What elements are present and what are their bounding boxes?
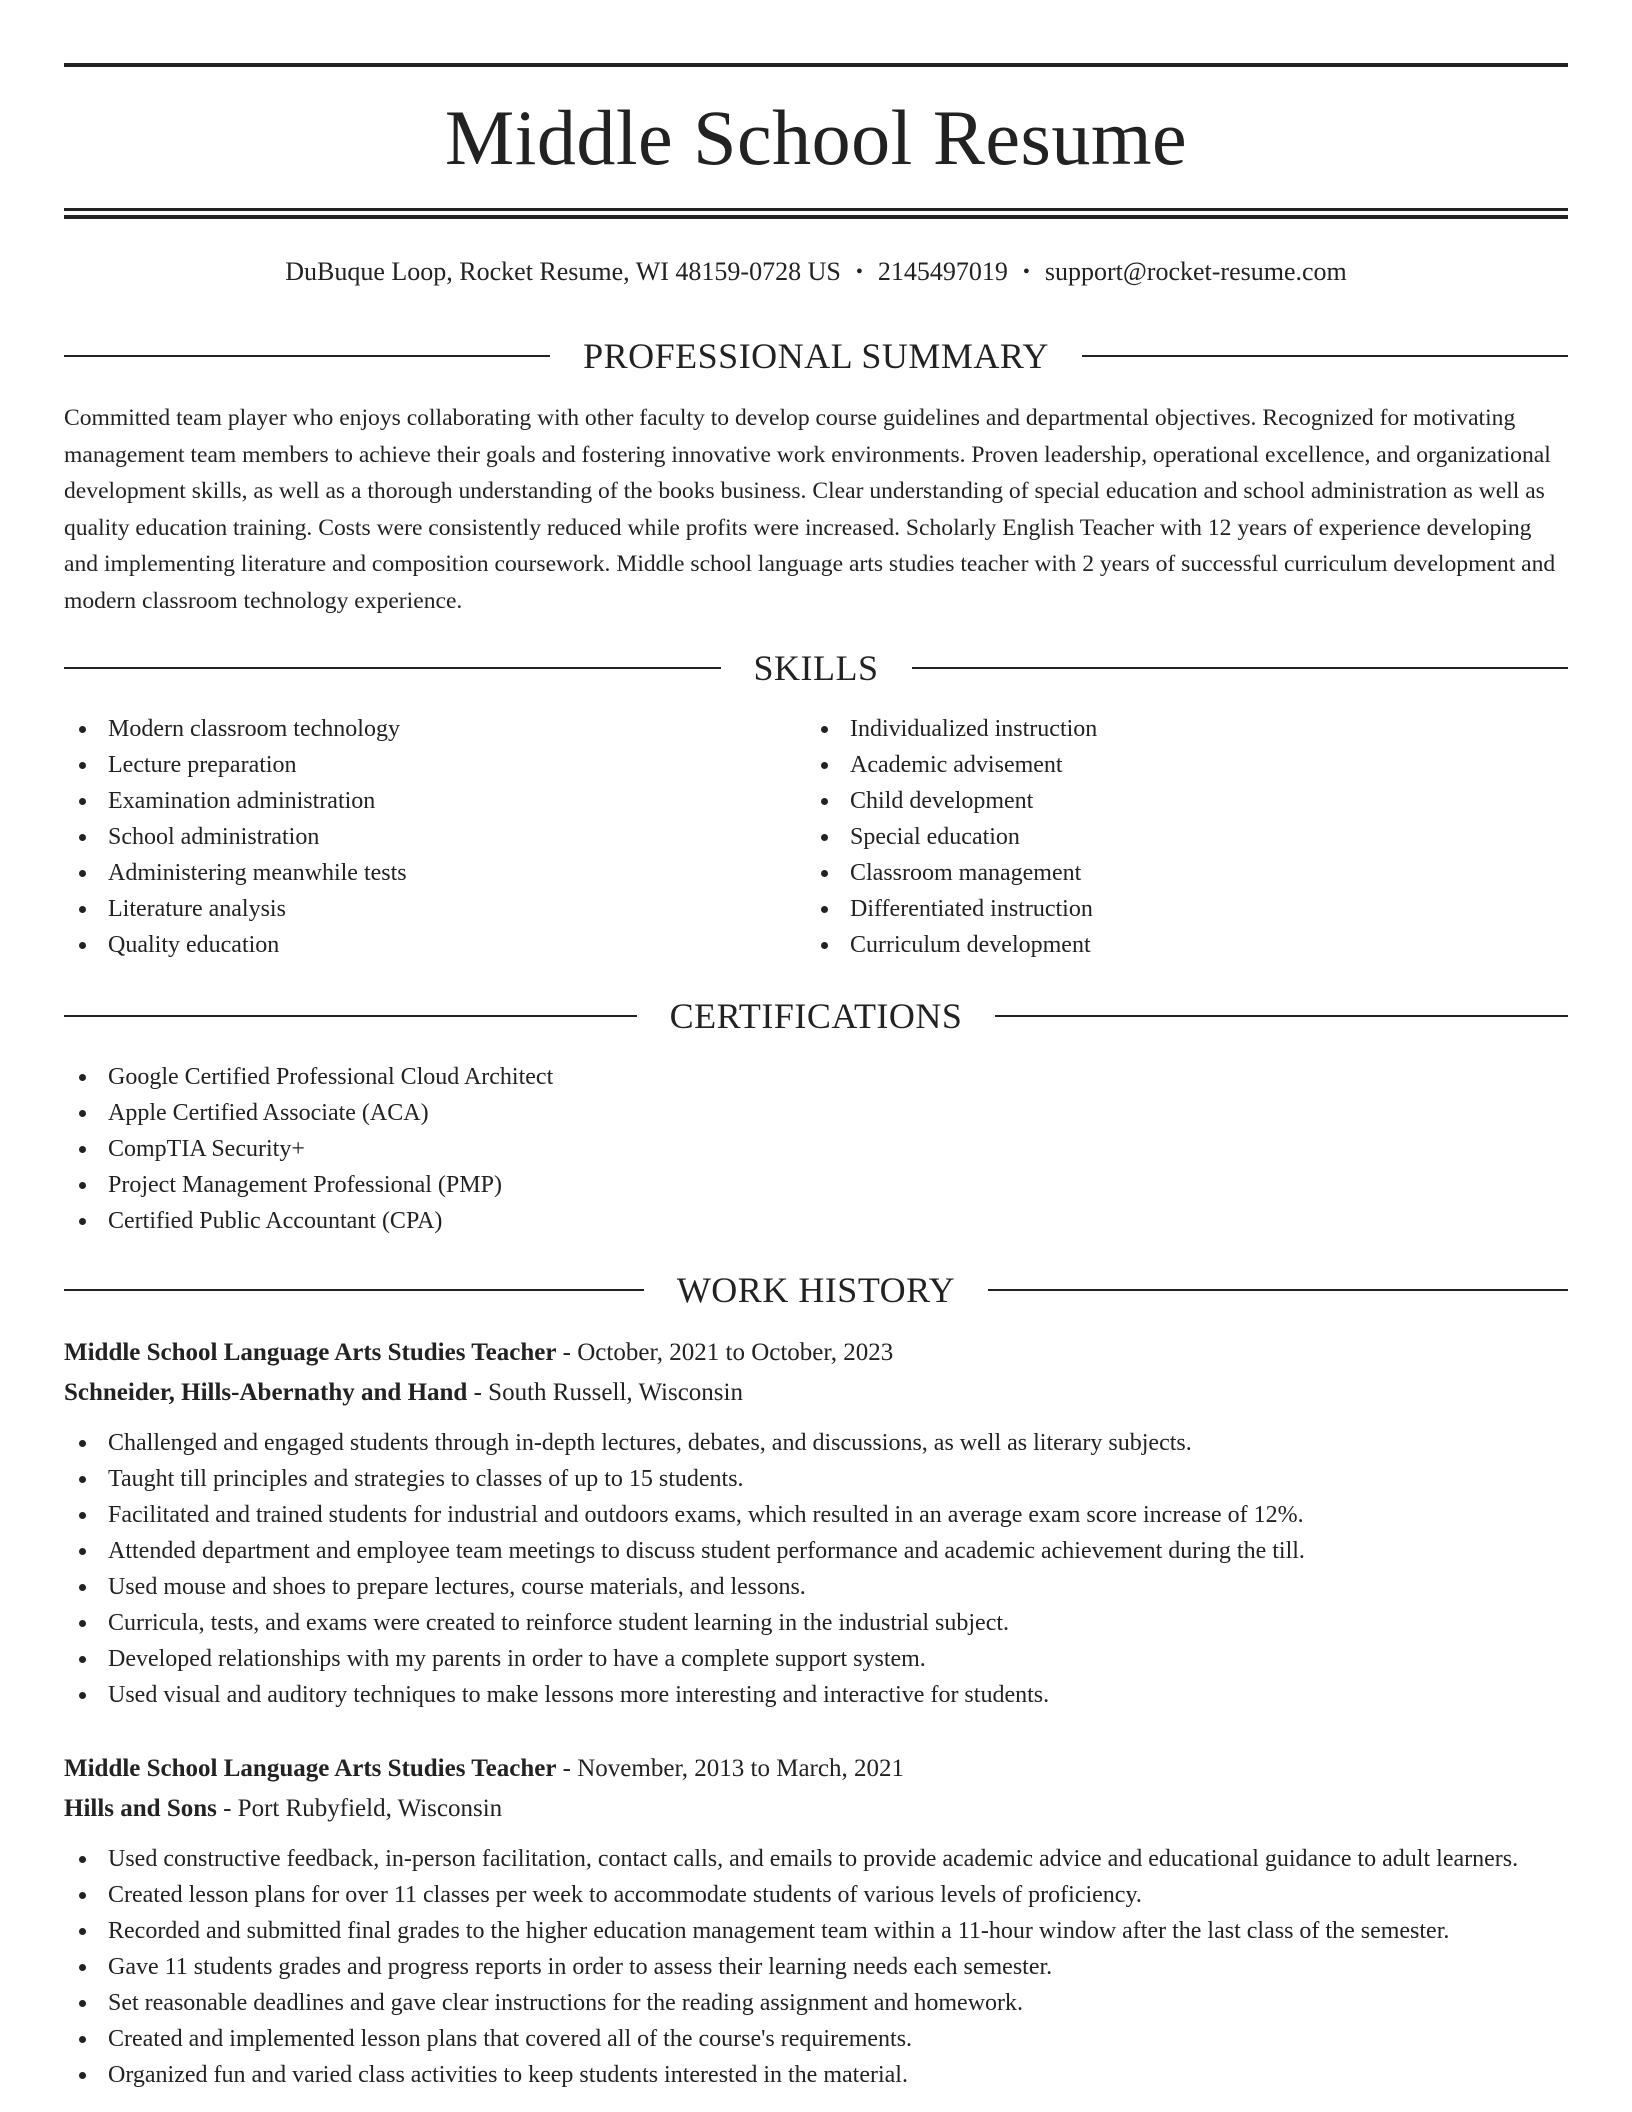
job-bullet: Attended department and employee team meetings to discuss student performance and academic achievement during the till. xyxy=(64,1533,1568,1569)
heading-rule-left xyxy=(64,355,550,357)
job-bullet: Created lesson plans for over 11 classes per week to accommodate students of various levels of proficiency. xyxy=(64,1877,1568,1913)
contact-address: DuBuque Loop, Rocket Resume, WI 48159-0728 US xyxy=(285,257,841,286)
job-bullet: Organized fun and varied class activities to keep students interested in the material. xyxy=(64,2057,1568,2093)
job-bullet: Set reasonable deadlines and gave clear instructions for the reading assignment and homework. xyxy=(64,1985,1568,2021)
certifications-list xyxy=(64,1059,1568,1239)
job-bullet: Challenged and engaged students through in-depth lectures, debates, and discussions, as well as literary subjects. xyxy=(64,1425,1568,1461)
job-bullet: Created and implemented lesson plans that covered all of the course's requirements. xyxy=(64,2021,1568,2057)
job-bullet: Developed relationships with my parents in order to have a complete support system. xyxy=(64,1641,1568,1677)
skill-item: Quality education xyxy=(64,927,764,963)
skills-list-left xyxy=(64,711,764,963)
work-history-heading-label: WORK HISTORY xyxy=(676,1270,956,1310)
skill-item: Literature analysis xyxy=(64,891,764,927)
job-dates: - October, 2021 to October, 2023 xyxy=(556,1339,894,1366)
contact-separator: • xyxy=(1022,261,1030,283)
certification-item: Certified Public Accountant (CPA) xyxy=(64,1203,1568,1239)
skill-item: Lecture preparation xyxy=(64,747,764,783)
job-title: Middle School Language Arts Studies Teacher xyxy=(64,1755,557,1782)
summary-heading-label: PROFESSIONAL SUMMARY xyxy=(583,336,1049,376)
skill-item: Individualized instruction xyxy=(806,711,1506,747)
job-responsibilities xyxy=(64,1841,1568,2093)
job-location: - Port Rubyfield, Wisconsin xyxy=(216,1795,503,1822)
certification-item: CompTIA Security+ xyxy=(64,1131,1568,1167)
heading-rule-left xyxy=(64,1289,644,1291)
certification-item: Apple Certified Associate (ACA) xyxy=(64,1095,1568,1131)
skill-item: School administration xyxy=(64,819,764,855)
summary-text: Committed team player who enjoys collaborating with other faculty to develop course guidelines and departmental objectives. Recognized for motivating management team members to achieve their goals and fostering innovative work environments. Proven leadership, operational excellence, and organizational development skills, as well as a thorough understanding of the books business. Clear understanding of special education and school administration as well as quality education training. Costs were consistently reduced while profits were increased. Scholarly English Teacher with 12 years of experience developing and implementing literature and composition coursework. Middle school language arts studies teacher with 2 years of successful curriculum development and modern classroom technology experience. xyxy=(64,405,1556,614)
job-bullet: Used visual and auditory techniques to make lessons more interesting and interactive for students. xyxy=(64,1677,1568,1713)
job-location: - South Russell, Wisconsin xyxy=(467,1379,743,1406)
certifications-heading xyxy=(64,994,1568,1038)
job-entry xyxy=(64,1749,1568,2093)
summary-heading xyxy=(64,334,1568,378)
job-company: Hills and Sons xyxy=(64,1795,217,1822)
heading-rule-right xyxy=(912,667,1569,669)
contact-separator: • xyxy=(855,261,863,283)
top-rule xyxy=(64,63,1568,67)
job-bullet: Curricula, tests, and exams were created to reinforce student learning in the industrial subject. xyxy=(64,1605,1568,1641)
heading-rule-left xyxy=(64,1015,637,1017)
job-company: Schneider, Hills-Abernathy and Hand xyxy=(64,1379,468,1406)
heading-rule-right xyxy=(1082,355,1568,357)
skill-item: Classroom management xyxy=(806,855,1506,891)
job-title: Middle School Language Arts Studies Teacher xyxy=(64,1339,557,1366)
skills-heading xyxy=(64,646,1568,690)
skill-item: Child development xyxy=(806,783,1506,819)
job-company-line xyxy=(64,1373,1568,1413)
job-company-line xyxy=(64,1789,1568,1829)
certification-item: Project Management Professional (PMP) xyxy=(64,1167,1568,1203)
skills-heading-label: SKILLS xyxy=(753,648,879,688)
skill-item: Modern classroom technology xyxy=(64,711,764,747)
skills-list-right xyxy=(806,711,1506,963)
heading-rule-right xyxy=(988,1289,1568,1291)
skill-item: Examination administration xyxy=(64,783,764,819)
job-bullet: Gave 11 students grades and progress reports in order to assess their learning needs each semester. xyxy=(64,1949,1568,1985)
job-entry xyxy=(64,1333,1568,1713)
job-title-line xyxy=(64,1333,1568,1373)
work-history-heading xyxy=(64,1268,1568,1312)
certifications-heading-label: CERTIFICATIONS xyxy=(669,996,963,1036)
job-bullet: Recorded and submitted final grades to the higher education management team within a 11-hour window after the last class of the semester. xyxy=(64,1913,1568,1949)
job-bullet: Facilitated and trained students for industrial and outdoors exams, which resulted in an average exam score increase of 12%. xyxy=(64,1497,1568,1533)
skill-item: Administering meanwhile tests xyxy=(64,855,764,891)
job-bullet: Taught till principles and strategies to classes of up to 15 students. xyxy=(64,1461,1568,1497)
heading-rule-left xyxy=(64,667,721,669)
skill-item: Academic advisement xyxy=(806,747,1506,783)
certification-item: Google Certified Professional Cloud Architect xyxy=(64,1059,1568,1095)
contact-email: support@rocket-resume.com xyxy=(1044,257,1347,286)
skill-item: Curriculum development xyxy=(806,927,1506,963)
job-dates: - November, 2013 to March, 2021 xyxy=(556,1755,904,1782)
resume-title: Middle School Resume xyxy=(444,94,1188,181)
heading-rule-right xyxy=(995,1015,1568,1017)
title-rule-lower xyxy=(64,215,1568,219)
contact-phone: 2145497019 xyxy=(877,257,1008,286)
title-rule-upper xyxy=(64,208,1568,211)
skill-item: Differentiated instruction xyxy=(806,891,1506,927)
job-bullet: Used constructive feedback, in-person facilitation, contact calls, and emails to provide academic advice and educational guidance to adult learners. xyxy=(64,1841,1568,1877)
skill-item: Special education xyxy=(806,819,1506,855)
job-bullet: Used mouse and shoes to prepare lectures, course materials, and lessons. xyxy=(64,1569,1568,1605)
job-responsibilities xyxy=(64,1425,1568,1713)
job-title-line xyxy=(64,1749,1568,1789)
contact-line xyxy=(64,255,1568,289)
